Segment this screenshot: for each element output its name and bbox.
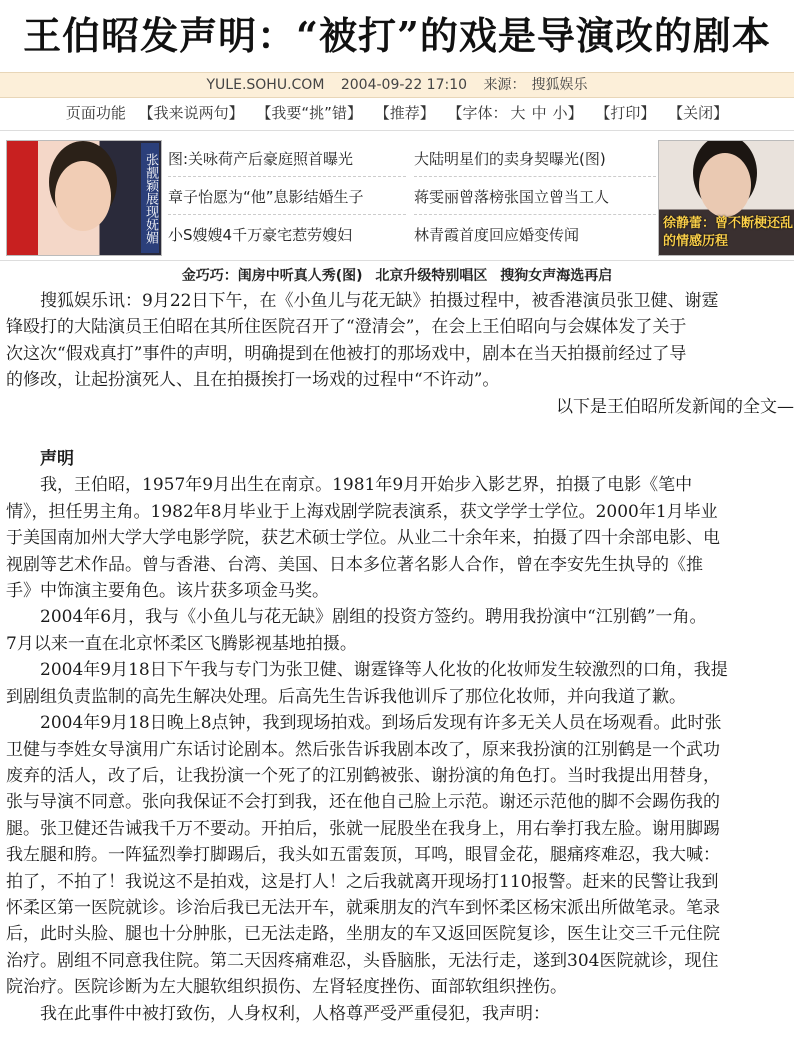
paragraph-line: 7月以来一直在北京怀柔区飞腾影视基地拍摄。 [6, 633, 357, 654]
report-error-link[interactable]: 【我要“挑”错】 [256, 104, 362, 122]
paragraph-line: 我，王伯昭，1957年9月出生在南京。1981年9月开始步入影艺界，拍摄了电影《笔中 [6, 475, 693, 496]
divider [0, 260, 794, 261]
page-title: 王伯昭发声明：“被打”的戏是导演改的剧本 [23, 13, 771, 58]
paragraph-line: 我左腿和胯。一阵猛烈拳打脚踢后，我头如五雷轰顶，耳鸣，眼冒金花，腿痛疼难忍，我大喊： [6, 845, 720, 866]
close-link[interactable]: 【关闭】 [668, 104, 729, 122]
font-medium-link[interactable]: 中 [531, 104, 547, 122]
paragraph-line: 张与导演不同意。张向我保证不会打到我，还在他自己脸上示范。谢还示范他的脚不会踢伤我的 [6, 792, 720, 813]
fulltext-note: 以下是王伯昭所发新闻的全文— [556, 396, 794, 417]
portrait-photo [699, 153, 751, 217]
ad-links-line [0, 266, 794, 286]
paragraph-line: 到剧组负责监制的高先生解决处理。后高先生告诉我他训斥了那位化妆师，并向我道了歉。 [6, 686, 686, 707]
ad-link[interactable]: 金巧巧：闺房中听真人秀(图) [181, 268, 363, 284]
comment-link[interactable]: 【我来说两句】 [138, 104, 244, 122]
publish-datetime: 2004-09-22 17:10 [340, 77, 468, 93]
ad-link[interactable]: 搜狗女声海选再启 [500, 268, 613, 284]
font-size-label: 【字体： [447, 104, 508, 122]
paragraph-line: 我在此事件中被打致伤，人身权利，人格尊严受严重侵犯，我声明： [6, 1003, 550, 1024]
paragraph-line: 院治疗。医院诊断为左大腿软组织损伤、左肾轻度挫伤、面部软组织挫伤。 [6, 977, 567, 998]
article-body [6, 288, 794, 1027]
paragraph-line: 视剧等艺术作品。曾与香港、台湾、美国、日本多位著名影人合作，曾在李安先生执导的《推 [6, 554, 703, 575]
promo-left-caption: 张靓颖展现妩媚 [141, 143, 159, 253]
paragraph-line: 锋殴打的大陆演员王伯昭在其所住医院召开了“澄清会”，在会上王伯昭向与会媒体发了关于 [6, 317, 687, 338]
article-info-bar [0, 72, 794, 98]
paragraph-line: 卫健与李姓女导演用广东话讨论剧本。然后张告诉我剧本改了，原来我扮演的江别鹤是一个武功 [6, 739, 720, 760]
paragraph-line: 情》，担任男主角。1982年8月毕业于上海戏剧学院表演系，获文学学士学位。2000年1月毕业 [6, 501, 718, 522]
function-label: 页面功能 [65, 104, 126, 122]
promo-link[interactable]: 大陆明星们的卖身契曝光(图) [414, 142, 656, 177]
promo-link[interactable]: 章子怡愿为“他”息影结婚生子 [168, 180, 406, 215]
paragraph-line: 治疗。剧组不同意我住院。第二天因疼痛难忍，头昏脑胀，无法行走，遂到304医院就诊，现住 [6, 950, 719, 971]
promo-block [6, 140, 794, 256]
promo-link[interactable]: 蒋雯丽曾落榜张国立曾当工人 [414, 180, 656, 215]
paragraph-line: 废弃的活人，改了后，让我扮演一个死了的江别鹤被张、谢扮演的角色打。当时我提出用替身， [6, 765, 720, 786]
promo-right-caption: 徐静蕾：曾不断梗还乱的情感历程 [663, 216, 794, 249]
site-domain[interactable]: YULE.SOHU.COM [206, 77, 325, 93]
print-link[interactable]: 【打印】 [595, 104, 656, 122]
paragraph-line: 2004年9月18日下午我与专门为张卫健、谢霆锋等人化妆的化妆师发生较激烈的口角，我提 [6, 660, 728, 681]
ad-link[interactable]: 北京升级特别唱区 [375, 268, 488, 284]
paragraph-line: 次这次“假戏真打”事件的声明，明确提到在他被打的那场戏中，剧本在当天拍摄前经过了导 [6, 343, 687, 364]
promo-image-left[interactable] [6, 140, 162, 256]
promo-link[interactable]: 林青霞首度回应婚变传闻 [414, 226, 580, 244]
spacer [6, 420, 794, 446]
font-small-link[interactable]: 小】 [552, 104, 583, 122]
paragraph-line: 拍了，不拍了！我说这不是拍戏，这是打人！之后我就离开现场打110报警。赶来的民警让我到 [6, 871, 719, 892]
paragraph-line: 于美国南加州大学大学电影学院，获艺术硕士学位。从业二十余年来，拍摄了四十余部电影、电 [6, 528, 720, 549]
source-label: 来源： [483, 77, 526, 93]
paragraph-line: 的修改，让起扮演死人、且在拍摄挨打一场戏的过程中“不许动”。 [6, 370, 500, 391]
promo-link[interactable]: 图:关咏荷产后豪庭照首曝光 [168, 142, 406, 177]
recommend-link[interactable]: 【推荐】 [374, 104, 435, 122]
source-link[interactable]: 搜狐娱乐 [531, 77, 588, 93]
divider [0, 130, 794, 131]
paragraph-line: 后，此时头脸、腿也十分肿胀，已无法走路，坐朋友的车又返回医院复诊，医生让交三千元住院 [6, 924, 720, 945]
paragraph-line: 2004年6月，我与《小鱼儿与花无缺》剧组的投资方签约。聘用我扮演中“江别鹤”一角。 [6, 607, 707, 628]
paragraph-line: 2004年9月18日晚上8点钟，我到现场拍戏。到场后发现有许多无关人员在场观看。此时张 [6, 713, 722, 734]
promo-image-right[interactable] [658, 140, 794, 256]
promo-link[interactable]: 小S嫂嫂4千万豪宅惹劳嫂妇 [168, 226, 353, 244]
paragraph-line: 怀柔区第一医院就诊。诊治后我已无法开车，就乘朋友的汽车到怀柔区杨宋派出所做笔录。笔录 [6, 897, 720, 918]
statement-heading: 声明 [40, 449, 74, 470]
paragraph-line: 腿。张卫健还告诫我千万不要动。开拍后，张就一屁股坐在我身上，用右拳打我左脸。谢用脚踢 [6, 818, 720, 839]
promo-links [168, 142, 656, 254]
paragraph-line: 手》中饰演主要角色。该片获多项金马奖。 [6, 581, 329, 602]
portrait-photo [55, 161, 111, 231]
font-large-link[interactable]: 大 [510, 104, 526, 122]
paragraph-line: 搜狐娱乐讯：9月22日下午，在《小鱼儿与花无缺》拍摄过程中，被香港演员张卫健、谢霆 [6, 291, 719, 311]
page-function-bar [0, 102, 794, 124]
